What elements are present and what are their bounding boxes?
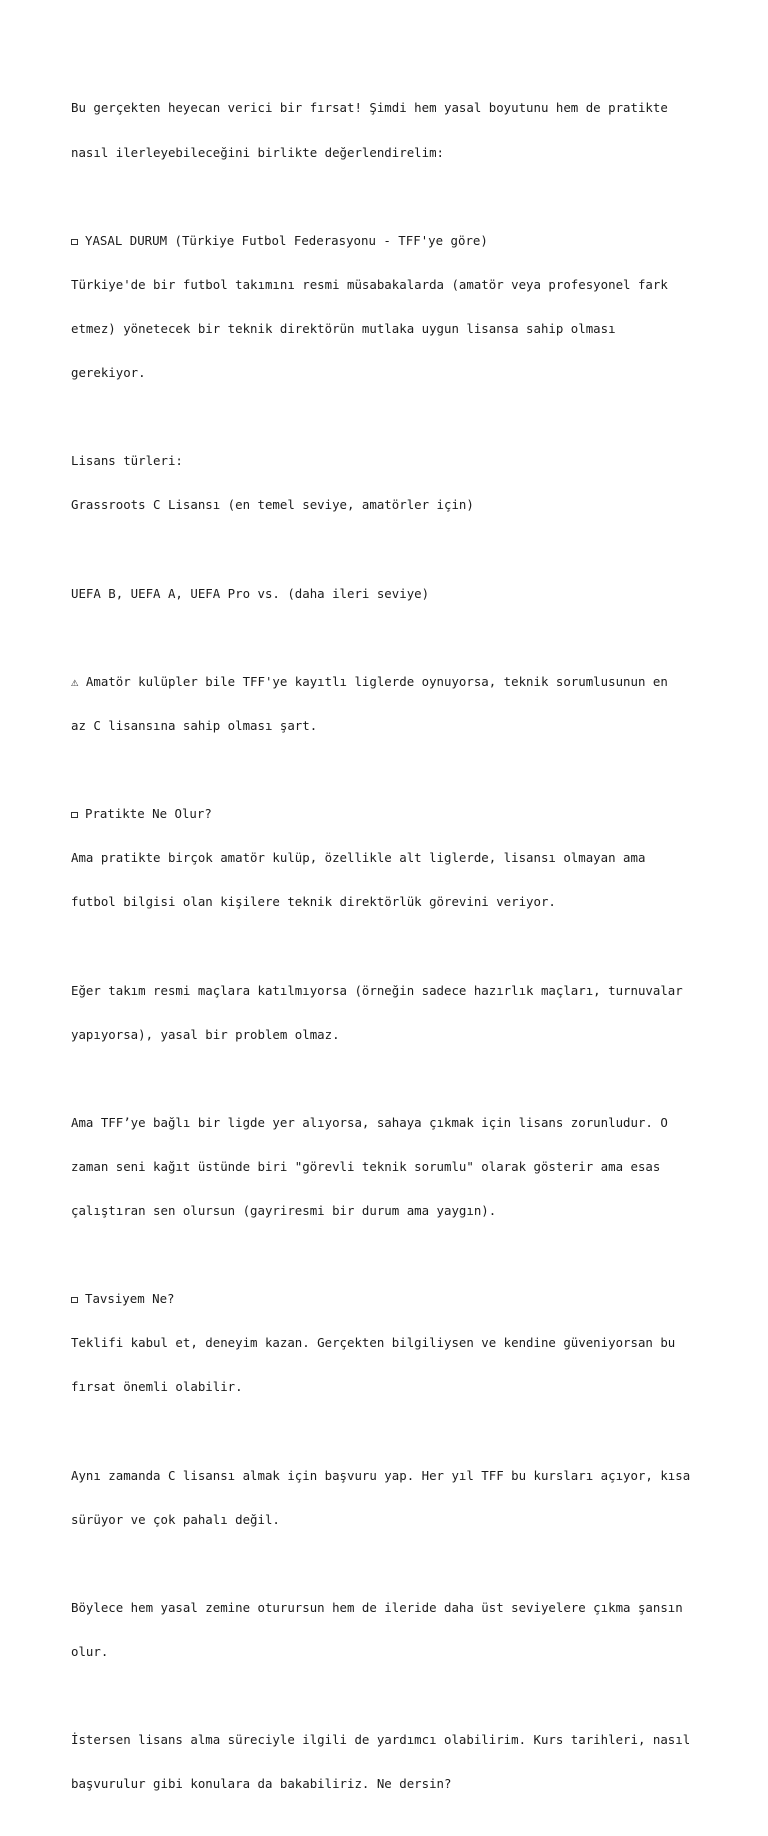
warning-paragraph <box>71 645 711 763</box>
license-types-paragraph <box>71 425 711 543</box>
text-line: Eğer takım resmi maçlara katılmıyorsa (örneğin sadece hazırlık maçları, turnuvalar <box>71 982 683 998</box>
text-line: Böylece hem yasal zemine oturursun hem de ileride daha üst seviyelere çıkma şansın <box>71 1599 683 1615</box>
text-line: olur. <box>71 1644 109 1660</box>
section-heading-text: Tavsiyem Ne? <box>85 1291 175 1307</box>
text-line: Ama pratikte birçok amatör kulüp, özellikle alt liglerde, lisansı olmayan ama <box>71 850 646 866</box>
text-line: fırsat önemli olabilir. <box>71 1379 243 1395</box>
unofficial-matches-paragraph <box>71 954 711 1072</box>
text-line: az C lisansına sahip olması şart. <box>71 717 318 733</box>
text-line: çalıştıran sen olursun (gayriresmi bir durum ama yaygın). <box>71 1203 497 1219</box>
text-line: futbol bilgisi olan kişilere teknik direktörlük görevini veriyor. <box>71 894 556 910</box>
uefa-licenses-paragraph <box>71 557 711 631</box>
text-line: başvurulur gibi konulara da bakabiliriz. Ne dersin? <box>71 1776 452 1792</box>
text-line: Grassroots C Lisansı (en temel seviye, amatörler için) <box>71 497 474 513</box>
text-line: sürüyor ve çok pahalı değil. <box>71 1511 280 1527</box>
text-line: Aynı zamanda C lisansı almak için başvuru yap. Her yıl TFF bu kursları açıyor, kısa <box>71 1467 691 1483</box>
text-line: yapıyorsa), yasal bir problem olmaz. <box>71 1026 340 1042</box>
text-line: gerekiyor. <box>71 365 146 381</box>
practice-section <box>71 778 711 940</box>
bullet-box-icon <box>71 812 78 818</box>
bullet-box-icon <box>71 239 78 245</box>
tff-league-paragraph <box>71 1086 711 1248</box>
intro-paragraph <box>71 72 711 190</box>
text-line: Teklifi kabul et, deneyim kazan. Gerçekten bilgiliysen ve kendine güveniyorsan bu <box>71 1335 676 1351</box>
text-line: Türkiye'de bir futbol takımını resmi müsabakalarda (amatör veya profesyonel fark <box>71 276 668 292</box>
closing-paragraph <box>71 1704 711 1822</box>
text-line: zaman seni kağıt üstünde biri "görevli teknik sorumlu" olarak gösterir ama esas <box>71 1158 661 1174</box>
section-heading-advice <box>71 1292 711 1307</box>
text-line: Ama TFF’ye bağlı bir ligde yer alıyorsa, sahaya çıkmak için lisans zorunludur. O <box>71 1114 668 1130</box>
section-heading-text: Pratikte Ne Olur? <box>85 806 212 822</box>
text-line: İstersen lisans alma süreciyle ilgili de yardımcı olabilirim. Kurs tarihleri, nasıl <box>71 1732 691 1748</box>
text-line: UEFA B, UEFA A, UEFA Pro vs. (daha ileri seviye) <box>71 585 430 601</box>
section-heading-practice <box>71 807 711 822</box>
section-heading-text: YASAL DURUM (Türkiye Futbol Federasyonu - TFF'ye göre) <box>85 232 488 248</box>
bullet-box-icon <box>71 1297 78 1303</box>
text-line: nasıl ilerleyebileceğini birlikte değerlendirelim: <box>71 144 444 160</box>
legal-ground-paragraph <box>71 1572 711 1690</box>
text-line: Bu gerçekten heyecan verici bir fırsat! Şimdi hem yasal boyutunu hem de pratikte <box>71 100 668 116</box>
apply-license-paragraph <box>71 1439 711 1557</box>
advice-section <box>71 1263 711 1425</box>
text-line: ⚠ Amatör kulüpler bile TFF'ye kayıtlı liglerde oynuyorsa, teknik sorumlusunun en <box>71 673 668 689</box>
document-body <box>71 72 711 1836</box>
text-line: Lisans türleri: <box>71 453 183 469</box>
section-heading-legal <box>71 234 711 249</box>
legal-status-section <box>71 204 711 410</box>
text-line: etmez) yönetecek bir teknik direktörün mutlaka uygun lisansa sahip olması <box>71 320 616 336</box>
